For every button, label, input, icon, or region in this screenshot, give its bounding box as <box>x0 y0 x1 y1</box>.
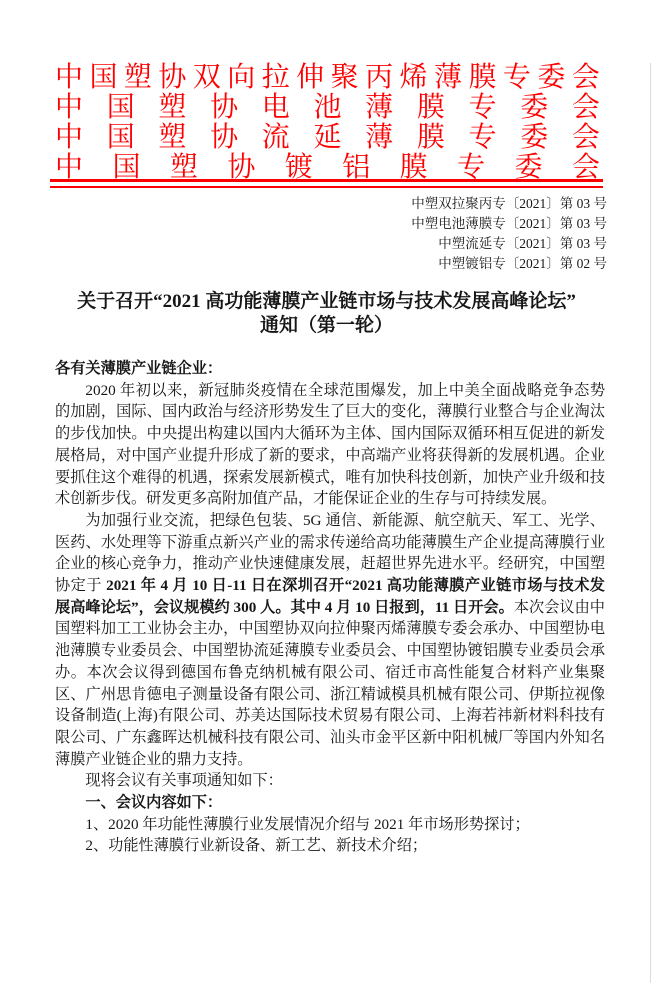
body-paragraph <box>55 380 605 510</box>
doc-number-list <box>0 194 607 274</box>
doc-number-line: 中塑流延专〔2021〕第 03 号 <box>438 236 607 251</box>
paragraph-segment: 2、功能性薄膜行业新设备、新工艺、新技术介绍； <box>85 837 428 855</box>
document-body <box>55 358 605 857</box>
salutation: 各有关薄膜产业链企业： <box>55 360 223 377</box>
paragraph-segment: 现将会议有关事项通知如下： <box>85 772 283 790</box>
doc-number-line: 中塑双拉聚丙专〔2021〕第 03 号 <box>411 196 607 211</box>
paragraph-segment: 本次会议由中国塑料加工工业协会主办，中国塑协双向拉伸聚丙烯薄膜专委会承办、中国塑协电池薄膜专业委员会、中国塑协流延薄膜专业委员会、中国塑协镀铝膜专业委员会承办。本次会议得到德国布鲁克纳机械有限公司、宿迁市高性能复合材料产业集聚区、广州思肯德电子测量设备有限公司、浙江精诚模具机械有限公司、伊斯拉视像设备制造(上海)有限公司、苏美达国际技术贸易有限公司、上海若祎新材料科技有限公司、广东鑫晖达机械科技有限公司、汕头市金平区新中阳机械厂等国内外知名薄膜产业链企业的鼎力支持。 <box>55 598 605 768</box>
paragraph-segment: 2020 年初以来，新冠肺炎疫情在全球范围爆发，加上中美全面战略竞争态势的加剧，国际、国内政治与经济形势发生了巨大的变化，薄膜行业整合与企业淘汰的步伐加快。中央提出构建以国内大循环为主体、国内国际双循环相互促进的新发展格局，对中国产业提升形成了新的要求，中高端产业将获得新的发展机遇。企业要抓住这个难得的机遇，探索发展新模式，唯有加快科技创新，加快产业升级和技术创新步伐。研发更多高附加值产品，才能保证企业的生存与可持续发展。 <box>55 381 605 508</box>
body-paragraph <box>55 510 605 770</box>
doc-number-line: 中塑电池薄膜专〔2021〕第 03 号 <box>411 216 607 231</box>
committee-line: 中 国 塑 协 电 池 薄 膜 专 委 会 <box>55 92 600 123</box>
doc-number-line: 中塑镀铝专〔2021〕第 02 号 <box>438 256 607 271</box>
body-paragraph <box>55 770 605 792</box>
page-edge-line <box>650 63 651 983</box>
paragraph-segment: 为加强行业交流，把绿色包装、5G 通信、新能源、航空航天、军工、光学、医药、水处理等下游重点新兴产业的需求传递给高功能薄膜生产企业提高薄膜行业企业的核心竞争力，推动产业快速健康发展，赶超世界先进水平。经研究，中国塑协定于 <box>55 511 605 595</box>
body-paragraph <box>55 835 605 857</box>
committee-line: 中 国 塑 协 流 延 薄 膜 专 委 会 <box>55 122 600 153</box>
paragraph-segment: 1、2020 年功能性薄膜行业发展情况介绍与 2021 年市场形势探讨； <box>85 815 530 833</box>
committee-line: 中 国 塑 协 镀 铝 膜 专 委 会 <box>55 152 600 183</box>
body-paragraph <box>55 814 605 836</box>
body-paragraph <box>55 792 605 814</box>
masthead <box>55 63 600 183</box>
notice-title-line2: 通知（第一轮） <box>259 315 393 336</box>
notice-title-line1: 关于召开“2021 高功能薄膜产业链市场与技术发展高峰论坛” <box>77 291 576 312</box>
paragraph-segment-bold: 一、会议内容如下： <box>85 794 223 812</box>
paragraph-segment-bold: 2021 年 4 月 10 日-11 日在深圳召开“2021 高功能薄膜产业链市场与技术发展高峰论坛”，会议规模约 300 人。其中 4 月 10 日报到，11 日开会。 <box>55 577 605 616</box>
committee-line: 中 国 塑 协 双 向 拉 伸 聚 丙 烯 薄 膜 专 委 会 <box>55 62 600 93</box>
notice-title <box>30 290 623 338</box>
masthead-rule-thin <box>50 186 603 188</box>
